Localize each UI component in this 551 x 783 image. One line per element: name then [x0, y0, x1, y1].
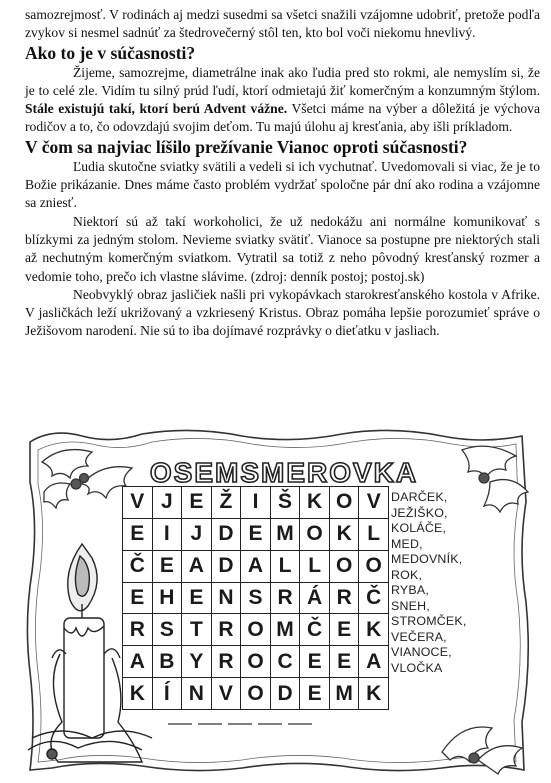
grid-cell[interactable]: E: [153, 551, 183, 583]
word-list-item: VLOČKA: [391, 660, 443, 675]
paragraph-nativity: Neobvyklý obraz jasličiek našli pri vykopávkach starokresťanského kostola v Afrike. V jasličkách leží ukrižovaný a vzkriesený Kristus. Obraz pomáha lepšie porozumieť správe o Ježišovom narodení. Nie sú to iba dojímavé rozprávky o dieťatku v jasliach.: [25, 286, 540, 339]
grid-cell[interactable]: Í: [153, 678, 183, 710]
grid-cell[interactable]: E: [241, 519, 271, 551]
grid-cell[interactable]: R: [212, 614, 242, 646]
word-list-item: SNEH,: [391, 598, 430, 613]
grid-cell[interactable]: K: [330, 519, 360, 551]
word-list: [391, 490, 501, 676]
grid-cell[interactable]: B: [153, 646, 183, 678]
grid-cell[interactable]: M: [271, 519, 301, 551]
grid-cell[interactable]: A: [123, 646, 153, 678]
grid-cell[interactable]: O: [241, 678, 271, 710]
word-list-item: ROK,: [391, 567, 423, 582]
svg-text:OSEMSMEROVKA: OSEMSMEROVKA: [149, 457, 419, 488]
word-list-item: MEDOVNÍK,: [391, 552, 463, 566]
article: [25, 6, 540, 341]
heading-present: Ako to je v súčasnosti?: [25, 42, 196, 63]
grid-cell[interactable]: O: [330, 487, 360, 519]
puzzle-title: [134, 454, 434, 490]
grid-cell[interactable]: E: [300, 678, 330, 710]
paragraph-celebrate: Ľudia skutočne sviatky svätili a vedeli si ich vychutnať. Uvedomovali si viac, že je to Božie prikázanie. Dnes máme často problém vydržať spoločne pár dní ako rodina a vzájomne sa zniesť.: [25, 158, 540, 211]
grid-cell[interactable]: N: [212, 583, 242, 615]
grid-cell[interactable]: E: [182, 583, 212, 615]
grid-cell[interactable]: K: [123, 678, 153, 710]
word-list-item: VIANOCE,: [391, 645, 452, 659]
grid-cell[interactable]: I: [153, 519, 183, 551]
grid-cell[interactable]: E: [330, 614, 360, 646]
grid-cell[interactable]: M: [271, 614, 301, 646]
bold-sentence: Stále existujú takí, ktorí berú Advent vážne.: [25, 101, 288, 117]
grid-cell[interactable]: Á: [300, 583, 330, 615]
grid-cell[interactable]: L: [271, 551, 301, 583]
grid-cell[interactable]: E: [123, 519, 153, 551]
grid-cell[interactable]: O: [241, 646, 271, 678]
grid-cell[interactable]: V: [359, 487, 389, 519]
grid-cell[interactable]: Y: [182, 646, 212, 678]
grid-cell[interactable]: O: [330, 551, 360, 583]
paragraph-present: Žijeme, samozrejme, diametrálne inak ako ľudia pred sto rokmi, ale nemyslím si, že je to celé zle. Vidím tu silný prúd ľudí, ktorí odmietajú žiť komerčným a konzumným štýlom. Stále existujú takí, ktorí berú Advent vážne. Všetci máme na výber a dôležitá je výchova rodičov a to, čo odovzdajú svojim deťom. Tu majú úlohu aj kresťania, aby išli príkladom.: [25, 64, 540, 135]
grid-cell[interactable]: H: [153, 583, 183, 615]
answer-blanks: [168, 718, 318, 728]
grid-cell[interactable]: E: [330, 646, 360, 678]
word-list-item: MED,: [391, 536, 423, 551]
grid-cell[interactable]: C: [271, 646, 301, 678]
grid-cell[interactable]: O: [241, 614, 271, 646]
grid-cell[interactable]: M: [330, 678, 360, 710]
grid-cell[interactable]: Č: [359, 583, 389, 615]
grid-cell[interactable]: D: [271, 678, 301, 710]
grid-cell[interactable]: V: [123, 487, 153, 519]
grid-cell[interactable]: J: [153, 487, 183, 519]
grid-cell[interactable]: K: [359, 678, 389, 710]
grid-cell[interactable]: E: [123, 583, 153, 615]
paragraph-intro: samozrejmosť. V rodinách aj medzi susedmi sa všetci snažili vzájomne udobriť, pretože podľa zvykov si nesmel sadnúť za štedrovečerný stôl ten, kto bol voči niekomu hnevlivý.: [25, 7, 540, 41]
grid-cell[interactable]: Č: [300, 614, 330, 646]
grid-cell[interactable]: R: [271, 583, 301, 615]
grid-cell[interactable]: T: [182, 614, 212, 646]
grid-cell[interactable]: K: [359, 614, 389, 646]
grid-cell[interactable]: A: [182, 551, 212, 583]
grid-cell[interactable]: S: [153, 614, 183, 646]
grid-cell[interactable]: L: [359, 519, 389, 551]
grid-cell[interactable]: Ž: [212, 487, 242, 519]
grid-cell[interactable]: A: [241, 551, 271, 583]
word-list-item: KOLÁČE,: [391, 521, 447, 535]
grid-cell[interactable]: O: [300, 519, 330, 551]
paragraph-workaholics: Niektorí sú až takí workoholici, že už nedokážu ani normálne komunikovať s blízkymi za jedným stolom. Nevieme sviatky svätiť. Vianoce sa postupne pre niektorých stali až nechutným komerčným sviatkom. Vytratil sa totiž z neho pôvodný kresťanský rozmer a vedomie toho, prečo ich vlastne slávime. (zdroj: denník postoj; postoj.sk): [25, 213, 540, 284]
holly-top-left-icon: [42, 450, 132, 508]
grid-cell[interactable]: O: [359, 551, 389, 583]
grid-cell[interactable]: D: [212, 551, 242, 583]
grid-cell[interactable]: R: [212, 646, 242, 678]
grid-cell[interactable]: A: [359, 646, 389, 678]
heading-difference: V čom sa najviac líšilo prežívanie Vianoc oproti súčasnosti?: [25, 136, 468, 157]
grid-cell[interactable]: Š: [271, 487, 301, 519]
grid-cell[interactable]: E: [300, 646, 330, 678]
word-list-item: JEŽIŠKO,: [391, 505, 448, 520]
grid-cell[interactable]: R: [123, 614, 153, 646]
grid-cell[interactable]: R: [330, 583, 360, 615]
grid-cell[interactable]: L: [300, 551, 330, 583]
word-list-item: DARČEK,: [391, 490, 448, 504]
word-list-item: RYBA,: [391, 583, 429, 597]
grid-cell[interactable]: V: [212, 678, 242, 710]
grid-cell[interactable]: K: [300, 487, 330, 519]
word-list-item: STROMČEK,: [391, 614, 467, 628]
grid-cell[interactable]: Č: [123, 551, 153, 583]
letter-grid: [122, 486, 389, 710]
grid-cell[interactable]: S: [241, 583, 271, 615]
grid-cell[interactable]: D: [212, 519, 242, 551]
grid-cell[interactable]: E: [182, 487, 212, 519]
grid-cell[interactable]: I: [241, 487, 271, 519]
word-list-item: VEČERA,: [391, 629, 447, 644]
grid-cell[interactable]: J: [182, 519, 212, 551]
grid-cell[interactable]: N: [182, 678, 212, 710]
word-search-puzzle: [22, 422, 534, 778]
